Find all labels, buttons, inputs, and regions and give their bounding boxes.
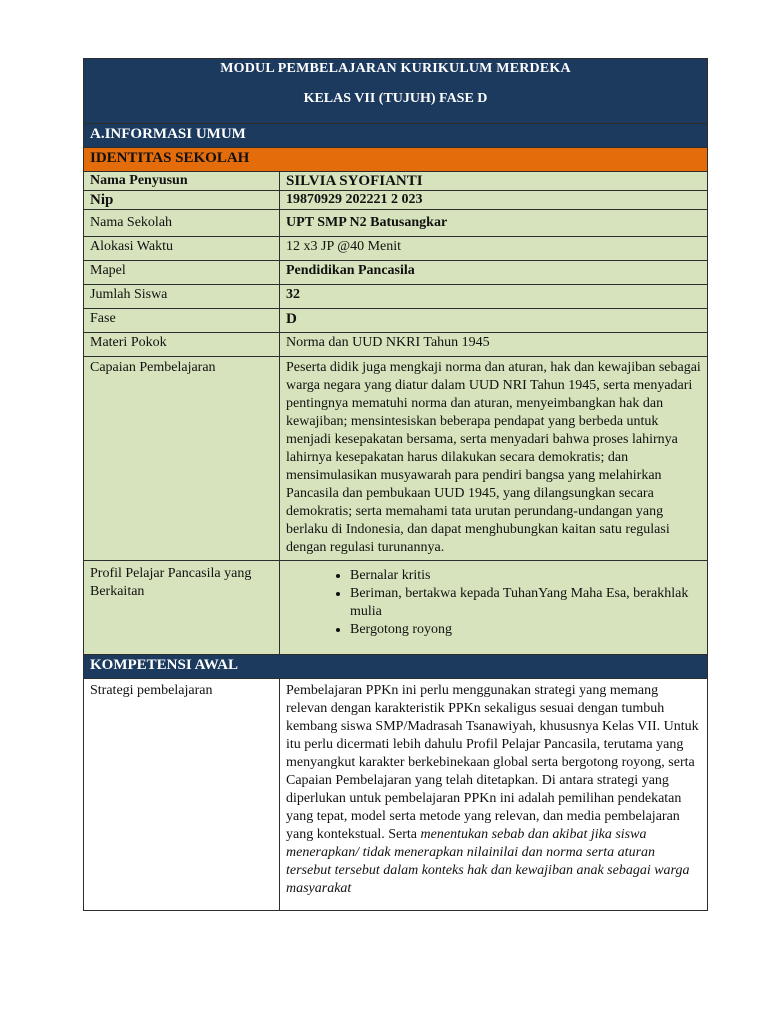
row-strategi-pembelajaran [84, 679, 708, 911]
value-materi-pokok: Norma dan UUD NKRI Tahun 1945 [280, 333, 708, 357]
row-jumlah-siswa [84, 285, 708, 309]
section-informasi-umum-heading: A.INFORMASI UMUM [84, 124, 708, 148]
value-fase: D [280, 309, 708, 333]
module-table [83, 58, 708, 911]
row-fase [84, 309, 708, 333]
value-nama-sekolah: UPT SMP N2 Batusangkar [280, 210, 708, 237]
strategi-text-italic: menentukan sebab dan akibat jika siswa menerapkan/ tidak menerapkan nilainilai dan norma serta aturan tersebut tersebut dalam konteks hak dan kewajiban anak sebagai warga masyarakat [286, 827, 690, 896]
label-jumlah-siswa: Jumlah Siswa [84, 285, 280, 309]
list-item: • Beriman, bertakwa kepada TuhanYang Maha Esa, berakhlak mulia [350, 585, 702, 621]
title-row [84, 59, 708, 124]
section-informasi-umum [84, 124, 708, 148]
title-line-2: KELAS VII (TUJUH) FASE D [303, 91, 488, 106]
section-identitas-heading: IDENTITAS SEKOLAH [84, 148, 708, 172]
label-mapel: Mapel [84, 261, 280, 285]
row-mapel [84, 261, 708, 285]
value-capaian-pembelajaran: Peserta didik juga mengkaji norma dan aturan, hak dan kewajiban sebagai warga negara yang diatur dalam UUD NRI Tahun 1945, serta menyadari pentingnya mematuhi norma dan aturan, menyeimbangkan hak dan kewajiban; mensintesiskan beberapa pendapat yang berbeda untuk menjadi kesepakatan bersama, serta menyadari bahwa proses lahirnya lahirnya kesepakatan harus dilakukan secara demokratis; dan mensimulasikan musyawarah para pendiri bangsa yang melahirkan Pancasila dan pembukaan UUD 1945, yang dilangsungkan secara demokratis; serta memahami tata urutan perundang-undangan yang berlaku di Indonesia, dan dapat menghubungkan kaitan satu regulasi dengan regulasi turunannya. [280, 357, 708, 561]
value-mapel: Pendidikan Pancasila [280, 261, 708, 285]
row-capaian-pembelajaran [84, 357, 708, 561]
value-alokasi-waktu: 12 x3 JP @40 Menit [280, 237, 708, 261]
title-line-1: MODUL PEMBELAJARAN KURIKULUM MERDEKA [220, 61, 571, 76]
strategi-text: Pembelajaran PPKn ini perlu menggunakan strategi yang memang relevan dengan karakteristik PPKn sekaligus sesuai dengan tumbuh kembang siswa SMP/Madrasah Tsanawiyah, khususnya Kelas VII. Untuk itu perlu dicermati lebih dahulu Profil Pelajar Pancasila, terutama yang menyangkut karakter berkebinekaan global serta bergotong royong, serta Capaian Pembelajaran yang telah ditetapkan. Di antara strategi yang diperlukan untuk pembelajaran PPKn ini adalah pemilihan pendekatan yang tepat, model serta metode yang relevan, dan media pembelajaran yang kontekstual. Serta [286, 683, 699, 842]
row-materi-pokok [84, 333, 708, 357]
row-nama-penyusun [84, 172, 708, 191]
section-identitas-sekolah [84, 148, 708, 172]
label-nama-penyusun: Nama Penyusun [84, 172, 280, 191]
value-nama-penyusun: SILVIA SYOFIANTI [280, 172, 708, 191]
label-strategi-pembelajaran: Strategi pembelajaran [84, 679, 280, 911]
label-fase: Fase [84, 309, 280, 333]
label-profil-pelajar: Profil Pelajar Pancasila yang Berkaitan [84, 561, 280, 655]
row-nama-sekolah [84, 210, 708, 237]
value-strategi-pembelajaran [280, 679, 708, 911]
row-alokasi-waktu [84, 237, 708, 261]
profil-list [286, 567, 702, 639]
value-jumlah-siswa: 32 [280, 285, 708, 309]
label-alokasi-waktu: Alokasi Waktu [84, 237, 280, 261]
value-nip: 19870929 202221 2 023 [280, 191, 708, 210]
section-kompetensi-awal [84, 655, 708, 679]
label-nama-sekolah: Nama Sekolah [84, 210, 280, 237]
label-materi-pokok: Materi Pokok [84, 333, 280, 357]
row-nip [84, 191, 708, 210]
title-cell [84, 59, 708, 124]
label-nip: Nip [84, 191, 280, 210]
value-profil-pelajar [280, 561, 708, 655]
list-item: • Bernalar kritis [350, 567, 702, 585]
row-profil-pelajar [84, 561, 708, 655]
section-kompetensi-heading: KOMPETENSI AWAL [84, 655, 708, 679]
label-capaian-pembelajaran: Capaian Pembelajaran [84, 357, 280, 561]
list-item: • Bergotong royong [350, 621, 702, 639]
